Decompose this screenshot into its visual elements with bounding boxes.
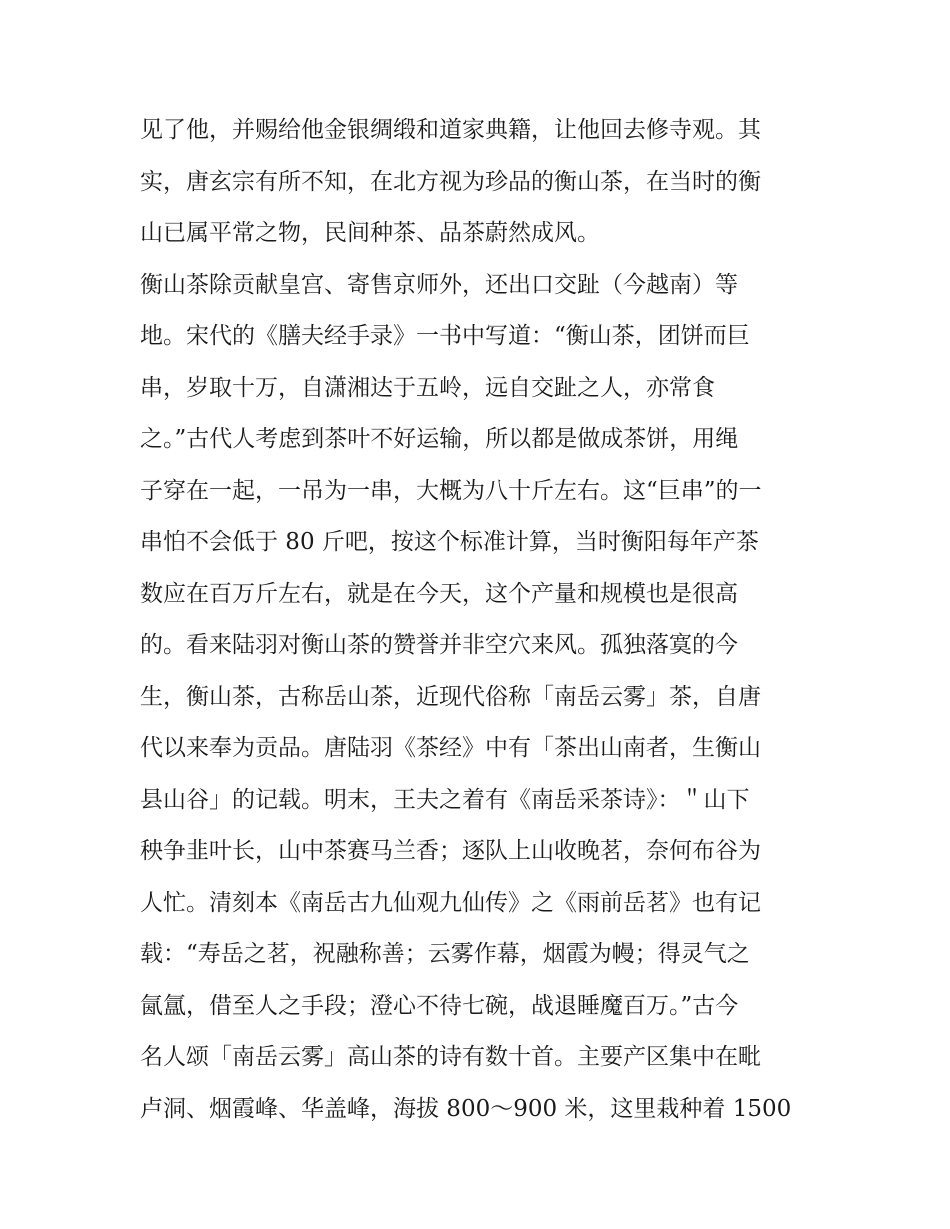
text-line: 人忙。清刻本《南岳古九仙观九仙传》之《雨前岳茗》也有记	[140, 889, 761, 916]
text-line: 县山谷」的记载。明末，王夫之着有《南岳采茶诗》：＂山下	[140, 786, 750, 813]
text-line: 生，衡山茶，古称岳山茶，近现代俗称「南岳云雾」茶，自唐	[140, 683, 761, 710]
text-line: 衡山茶除贡献皇宫、寄售京师外，还出口交趾（今越南）等	[140, 271, 738, 298]
text-line: 山已属平常之物，民间种茶、品茶蔚然成风。	[140, 220, 600, 246]
body-text	[140, 105, 820, 1135]
text-line: 串怕不会低于 80 斤吧，按这个标准计算，当时衡阳每年产茶	[140, 529, 759, 555]
text-line: 子穿在一起，一吊为一串，大概为八十斤左右。这“巨串”的一	[140, 477, 762, 504]
text-line: 地。宋代的《膳夫经手录》一书中写道：“衡山茶，团饼而巨	[140, 323, 750, 349]
text-line: 之。”古代人考虑到茶叶不好运输，所以都是做成茶饼，用绳	[140, 426, 739, 452]
text-line: 数应在百万斤左右，就是在今天，这个产量和规模也是很高	[140, 580, 738, 607]
text-line: 实，唐玄宗有所不知，在北方视为珍品的衡山茶，在当时的衡	[140, 168, 761, 195]
text-line: 载：“寿岳之茗，祝融称善；云雾作幕，烟霞为幔；得灵气之	[140, 941, 750, 967]
text-line: 名人颂「南岳云雾」高山茶的诗有数十首。主要产区集中在毗	[140, 1044, 761, 1070]
text-line: 串，岁取十万，自潇湘达于五岭，远自交趾之人，亦常食	[140, 374, 715, 401]
text-line: 代以来奉为贡品。唐陆羽《茶经》中有「茶出山南者，生衡山	[140, 735, 761, 761]
text-line: 秧争韭叶长，山中茶赛马兰香；逐队上山收晚茗，奈何布谷为	[140, 838, 761, 864]
text-line: 见了他，并赐给他金银绸缎和道家典籍，让他回去修寺观。其	[140, 117, 761, 143]
text-line: 卢洞、烟霞峰、华盖峰，海拔 800～900 米，这里栽种着 1500	[140, 1095, 792, 1122]
text-line: 的。看来陆羽对衡山茶的赞誉并非空穴来风。孤独落寞的今	[140, 632, 738, 658]
text-line: 氤氲，借至人之手段；澄心不待七碗，战退睡魔百万。”古今	[140, 992, 739, 1019]
